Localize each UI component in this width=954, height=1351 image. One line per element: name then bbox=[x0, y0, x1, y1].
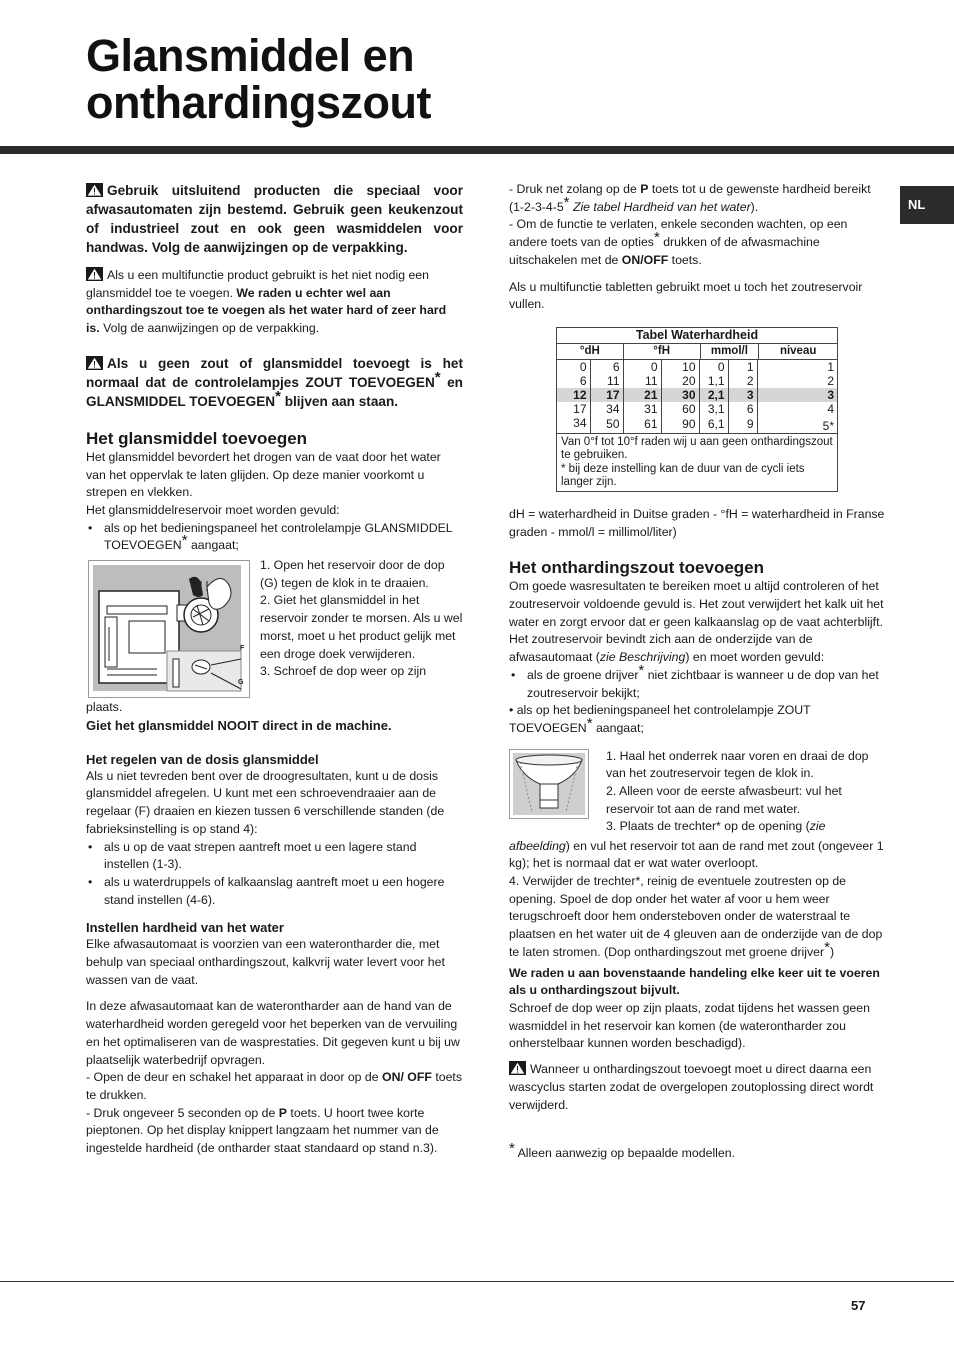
rinse-aid-intro: Het glansmiddel bevordert het drogen van de vaat door het water van het oppervlak te laten glijden. Op deze manier voorkomt u strepen en vlekken. bbox=[86, 449, 441, 500]
heading-water-hardness: Instellen hardheid van het water bbox=[86, 920, 284, 936]
salt-bold: We raden u aan bovenstaande handeling elke keer uit te voeren als u onthardingszout bijvult. bbox=[509, 965, 880, 998]
table-row: 34 50 61 90 6,1 9 5* bbox=[557, 416, 837, 433]
salt-step-4: 4. Verwijder de trechter*, reinig de eventuele zoutresten op de opening. Spoel de dop onder het water af voor u hem weer terugschroeft door hem ondersteboven onder de waterstraal te plaatsen en het water uit de 4 gleuven aan de onderzijde van de dop te laten stromen. (Dop onthardingszout met groene drijver*) bbox=[509, 874, 883, 959]
rinse-aid-block bbox=[86, 557, 463, 717]
salt-p1: Om goede wasresultaten te bereiken moet u altijd controleren of het zoutreservoir voldoende gevuld is. Het zout verwijdert het kalk uit het water en zorgt ervoor dat er geen kalkaanslag op de vaat achterblijft. bbox=[509, 579, 884, 629]
label-g: G bbox=[238, 679, 244, 687]
right-p2: - Om de functie te verlaten, enkele seconden wachten, op een andere toets van de opties* drukken of de afwasmachine uitschakelen met de ON/OFF toets. bbox=[509, 217, 848, 267]
col-fh: °fH bbox=[623, 344, 700, 359]
warning-icon bbox=[86, 356, 103, 370]
label-f: F bbox=[240, 645, 245, 653]
table-notes bbox=[557, 433, 837, 491]
table-row: 6 11 11 20 1,1 2 2 bbox=[557, 374, 837, 388]
right-p1: - Druk net zolang op de P toets tot u de gewenste hardheid bereikt (1-2-3-4-5* Zie tabel Hardheid van het water). bbox=[509, 182, 871, 214]
table-note-1: Van 0°f tot 10°f raden wij u aan geen onthardingszout te gebruiken. bbox=[561, 435, 833, 462]
dispenser-drawing bbox=[89, 561, 249, 697]
salt-steps-block bbox=[509, 748, 885, 850]
left-column bbox=[86, 181, 463, 1158]
salt-warning: Wanneer u onthardingszout toevoegt moet u direct daarna een wascyclus starten zodat de overgelopen zoutoplossing direct wordt verwijderd. bbox=[509, 1062, 874, 1112]
dosage-body: Als u niet tevreden bent over de droogresultaten, kunt u de dosis glansmiddel afregelen. U kunt met een schroevendraaier aan de regelaar (F) draaien en kiezen tussen 6 verschillende standen (de fabrieksinstelling is op stand 4): bbox=[86, 768, 445, 836]
salt-step-3b: afbeelding) en vul het reservoir tot aan de rand met zout (ongeveer 1 kg); het is normaal dat er wat water overloopt. bbox=[509, 838, 884, 871]
hardness-p2: In deze afwasautomaat kan de waterontharder aan de hand van de waterhardheid worden geregeld voor het beperken van de vervuiling en het optimaliseren van de wasprestaties. Dit gegeven kunt u bij uw plaatselijk waterbedrijf opvragen. bbox=[86, 999, 460, 1067]
hardness-p1: Elke afwasautomaat is voorzien van een waterontharder die, met behulp van speciaal onthardingszout, kalkvrij water levert voor het wassen van de vaat. bbox=[86, 937, 445, 987]
warning-2-bold: We raden u echter wel aan onthardingszout toe te voegen als het water hard of zeer hard is. bbox=[86, 285, 447, 336]
warning-icon bbox=[509, 1061, 526, 1075]
warning-1 bbox=[86, 181, 463, 257]
table-row: 12 17 21 30 2,1 3 3 bbox=[557, 388, 837, 402]
step-1: 1. Open het reservoir door de dop (G) tegen de klok in te draaien. bbox=[260, 558, 445, 590]
footnote: * Alleen aanwezig op bepaalde modellen. bbox=[509, 1140, 735, 1161]
step-2: 2. Giet het glansmiddel in het reservoir zonder te morsen. Als u wel morst, moet u het product gelijk met een droge doek verwijderen. bbox=[260, 593, 463, 661]
dosage-bullets bbox=[86, 839, 463, 910]
table-body bbox=[557, 360, 837, 433]
list-item: • als op het bedieningspaneel het controlelampje GLANSMIDDEL TOEVOEGEN* aangaat; bbox=[86, 520, 463, 555]
table-row: 0 6 0 10 0 1 1 bbox=[557, 360, 837, 374]
table-note-2: * bij deze instelling kan de duur van de cycli iets langer zijn. bbox=[561, 462, 805, 489]
warning-1-text: Gebruik uitsluitend producten die speciaal voor afwasautomaten zijn bestemd. bbox=[86, 183, 463, 217]
warning-2-text: Als u een multifunctie product gebruikt is het niet nodig een glansmiddel toe te voegen. bbox=[86, 268, 429, 300]
salt-p2: Het zoutreservoir bevindt zich aan de onderzijde van de afwasautomaat (zie Beschrijving) en moet worden gevuld: bbox=[509, 632, 825, 665]
salt-steps bbox=[606, 748, 885, 837]
language-tab: NL bbox=[900, 186, 954, 224]
title-line-2: onthardingszout bbox=[86, 77, 431, 128]
rinse-aid-bullets bbox=[86, 520, 463, 555]
list-item: • als u waterdruppels of kalkaanslag aantreft moet u een hogere stand instellen (4-6). bbox=[86, 874, 463, 909]
salt-bullets bbox=[509, 661, 885, 702]
salt-step-3a: 3. Plaats de trechter* op de opening (zie bbox=[606, 819, 826, 834]
warning-2-text-2: Volg de aanwijzingen op de verpakking. bbox=[103, 321, 320, 336]
warning-3-text-3: blijven aan staan. bbox=[284, 393, 399, 409]
salt-step-2: 2. Alleen voor de eerste afwasbeurt: vul het reservoir tot aan de rand met water. bbox=[606, 784, 842, 816]
table-row: 17 34 31 60 3,1 6 4 bbox=[557, 402, 837, 416]
hardness-p3: - Open de deur en schakel het apparaat in door op de ON/ OFF toets te drukken. bbox=[86, 1070, 462, 1102]
title-rule bbox=[0, 146, 954, 154]
col-mmol: mmol/l bbox=[700, 344, 759, 359]
heading-rinse-aid: Het glansmiddel toevoegen bbox=[86, 428, 308, 448]
right-column bbox=[509, 181, 885, 1163]
salt-step-1: 1. Haal het onderrek naar voren en draai de dop van het zoutreservoir tegen de klok in. bbox=[606, 748, 869, 781]
hardness-table bbox=[556, 327, 838, 492]
rinse-aid-fill: Het glansmiddelreservoir moet worden gevuld: bbox=[86, 502, 340, 517]
funnel-drawing bbox=[510, 750, 588, 818]
funnel-illustration bbox=[509, 749, 589, 819]
warning-3: Als u geen zout of glansmiddel toevoegt is het normaal dat de controlelampjes ZOUT TOEVOEGEN* en GLANSMIDDEL TOEVOEGEN* blijven aan staan. bbox=[86, 355, 463, 409]
list-item: • als de groene drijver* niet zichtbaar is wanneer u de dop van het zoutreservoir bekijkt; bbox=[509, 667, 885, 702]
table-header bbox=[557, 344, 837, 360]
rinse-aid-never: Giet het glansmiddel NOOIT direct in de machine. bbox=[86, 718, 392, 734]
heading-salt: Het onthardingszout toevoegen bbox=[509, 558, 764, 578]
rinse-aid-illustration bbox=[88, 560, 250, 698]
col-niveau: niveau bbox=[758, 344, 837, 359]
warning-1-text-2: Gebruik geen keukenzout of industrieel zout en ook geen wasmiddelen voor handwas. Volg de aanwijzingen op de verpakking. bbox=[86, 202, 463, 255]
right-p3: Als u multifunctie tabletten gebruikt moet u toch het zoutreservoir vullen. bbox=[509, 279, 863, 312]
hardness-legend: dH = waterhardheid in Duitse graden - °fH = waterhardheid in Franse graden - mmol/l = millimol/liter) bbox=[509, 506, 885, 539]
salt-p3: Schroef de dop weer op zijn plaats, zodat tijdens het wassen geen wasmiddel in het reservoir kan komen (de waterontharder zou onherstelbaar kunnen worden beschadigd). bbox=[509, 1000, 870, 1051]
list-item: • als u op de vaat strepen aantreft moet u een lagere stand instellen (1-3). bbox=[86, 839, 463, 874]
rinse-aid-steps bbox=[260, 557, 463, 681]
title-line-1: Glansmiddel en bbox=[86, 30, 415, 81]
warning-3-text-2: en GLANSMIDDEL TOEVOEGEN bbox=[86, 374, 463, 409]
warning-2 bbox=[86, 267, 463, 338]
step-3-end: plaats. bbox=[86, 700, 123, 715]
warning-icon bbox=[86, 267, 103, 281]
page-number: 57 bbox=[851, 1298, 866, 1313]
table-title: Tabel Waterhardheid bbox=[557, 328, 837, 344]
step-3: 3. Schroef de dop weer op zijn bbox=[260, 664, 427, 679]
salt-bullet-2: • als op het bedieningspaneel het controlelampje ZOUT TOEVOEGEN* aangaat; bbox=[509, 703, 811, 735]
col-dh: °dH bbox=[579, 344, 600, 357]
footer-rule bbox=[0, 1281, 954, 1282]
warning-3-text: Als u geen zout of glansmiddel toevoegt is het normaal dat de controlelampjes ZOUT TOEVOEGEN bbox=[86, 355, 463, 390]
heading-dosage: Het regelen van de dosis glansmiddel bbox=[86, 751, 319, 767]
warning-icon bbox=[86, 183, 103, 197]
hardness-p4: - Druk ongeveer 5 seconden op de P toets. U hoort twee korte pieptonen. Op het display knippert langzaam het nummer van de ingestelde hardheid (de ontharder staat standaard op stand n.3). bbox=[86, 1105, 439, 1156]
page-title bbox=[86, 32, 431, 126]
